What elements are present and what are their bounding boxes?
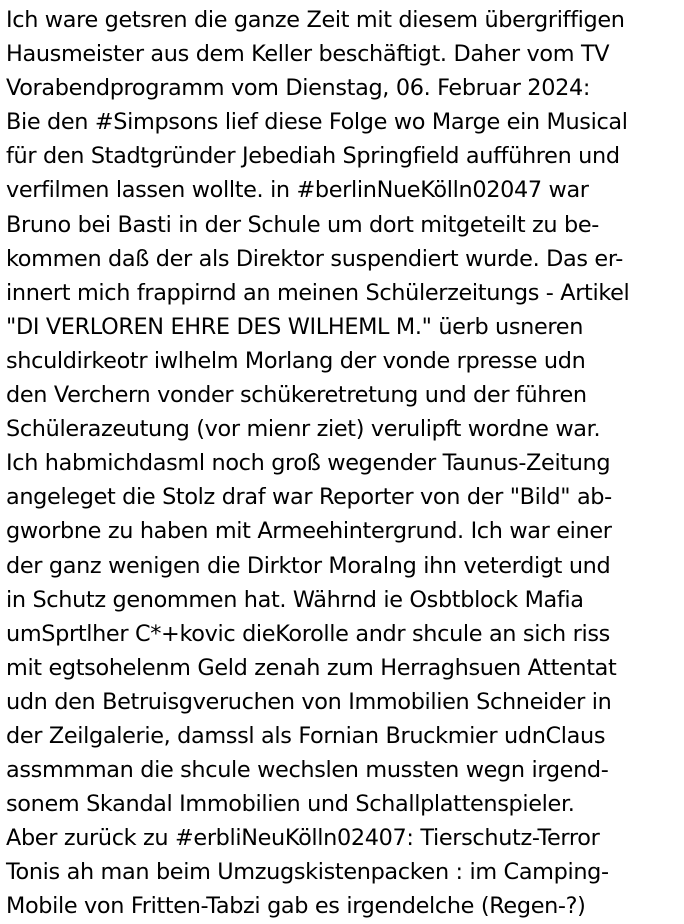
text-line: sonem Skandal Immobilien und Schallplattenspieler. xyxy=(6,791,575,818)
text-line: "DI VERLOREN EHRE DES WILHEML M." üerb usneren xyxy=(6,313,584,340)
text-line: Aber zurück zu #erbliNeuKölln02407: Tierschutz-Terror xyxy=(6,825,600,852)
text-line: für den Stadtgründer Jebediah Springfield aufführen und xyxy=(6,143,620,170)
text-line: kommen daß der als Direktor suspendiert wurde. Das er- xyxy=(6,245,623,272)
text-line: Hausmeister aus dem Keller beschäftigt. Daher vom TV xyxy=(6,41,610,68)
text-line: der ganz wenigen die Dirktor Moralng ihn veterdigt und xyxy=(6,552,611,579)
text-line: in Schutz genommen hat. Währnd ie Osbtblock Mafia xyxy=(6,586,584,613)
text-line: verfilmen lassen wollte. in #berlinNueKölln02047 war xyxy=(6,177,589,204)
text-line: der Zeilgalerie, damssl als Fornian Bruckmier udnClaus xyxy=(6,722,606,749)
text-line: Bie den #Simpsons lief diese Folge wo Marge ein Musical xyxy=(6,109,628,136)
text-line: assmmman die shcule wechslen mussten wegn irgend- xyxy=(6,757,609,784)
text-line: Bruno bei Basti in der Schule um dort mitgeteilt zu be- xyxy=(6,211,599,238)
text-line: Tonis ah man beim Umzugskistenpacken : im Camping- xyxy=(6,859,609,886)
text-line: Schülerazeutung (vor mienr ziet) verulipft wordne war. xyxy=(6,416,601,443)
text-line: gworbne zu haben mit Armeehintergrund. Ich war einer xyxy=(6,518,612,545)
text-line: udn den Betruisgveruchen von Immobilien Schneider in xyxy=(6,688,612,715)
text-line: umSprtlher C*+kovic dieKorolle andr shcule an sich riss xyxy=(6,620,610,647)
text-line: angeleget die Stolz draf war Reporter von der "Bild" ab- xyxy=(6,484,612,511)
text-line: Ich habmichdasml noch groß wegender Taunus-Zeitung xyxy=(6,450,611,477)
text-line: mit egtsohelenm Geld zenah zum Herraghsuen Attentat xyxy=(6,654,617,681)
text-line: innert mich frappirnd an meinen Schülerzeitungs - Artikel xyxy=(6,279,630,306)
text-line: Mobile von Fritten-Tabzi gab es irgendelche (Regen-?) xyxy=(6,893,586,920)
text-line: den Verchern vonder schükeretretung und der führen xyxy=(6,382,587,409)
text-line: Ich ware getsren die ganze Zeit mit diesem übergriffigen xyxy=(6,7,625,33)
text-line: shculdirkeotr iwlhelm Morlang der vonde rpresse udn xyxy=(6,347,586,374)
text-line: Vorabendprogramm vom Dienstag, 06. Februar 2024: xyxy=(6,75,591,102)
